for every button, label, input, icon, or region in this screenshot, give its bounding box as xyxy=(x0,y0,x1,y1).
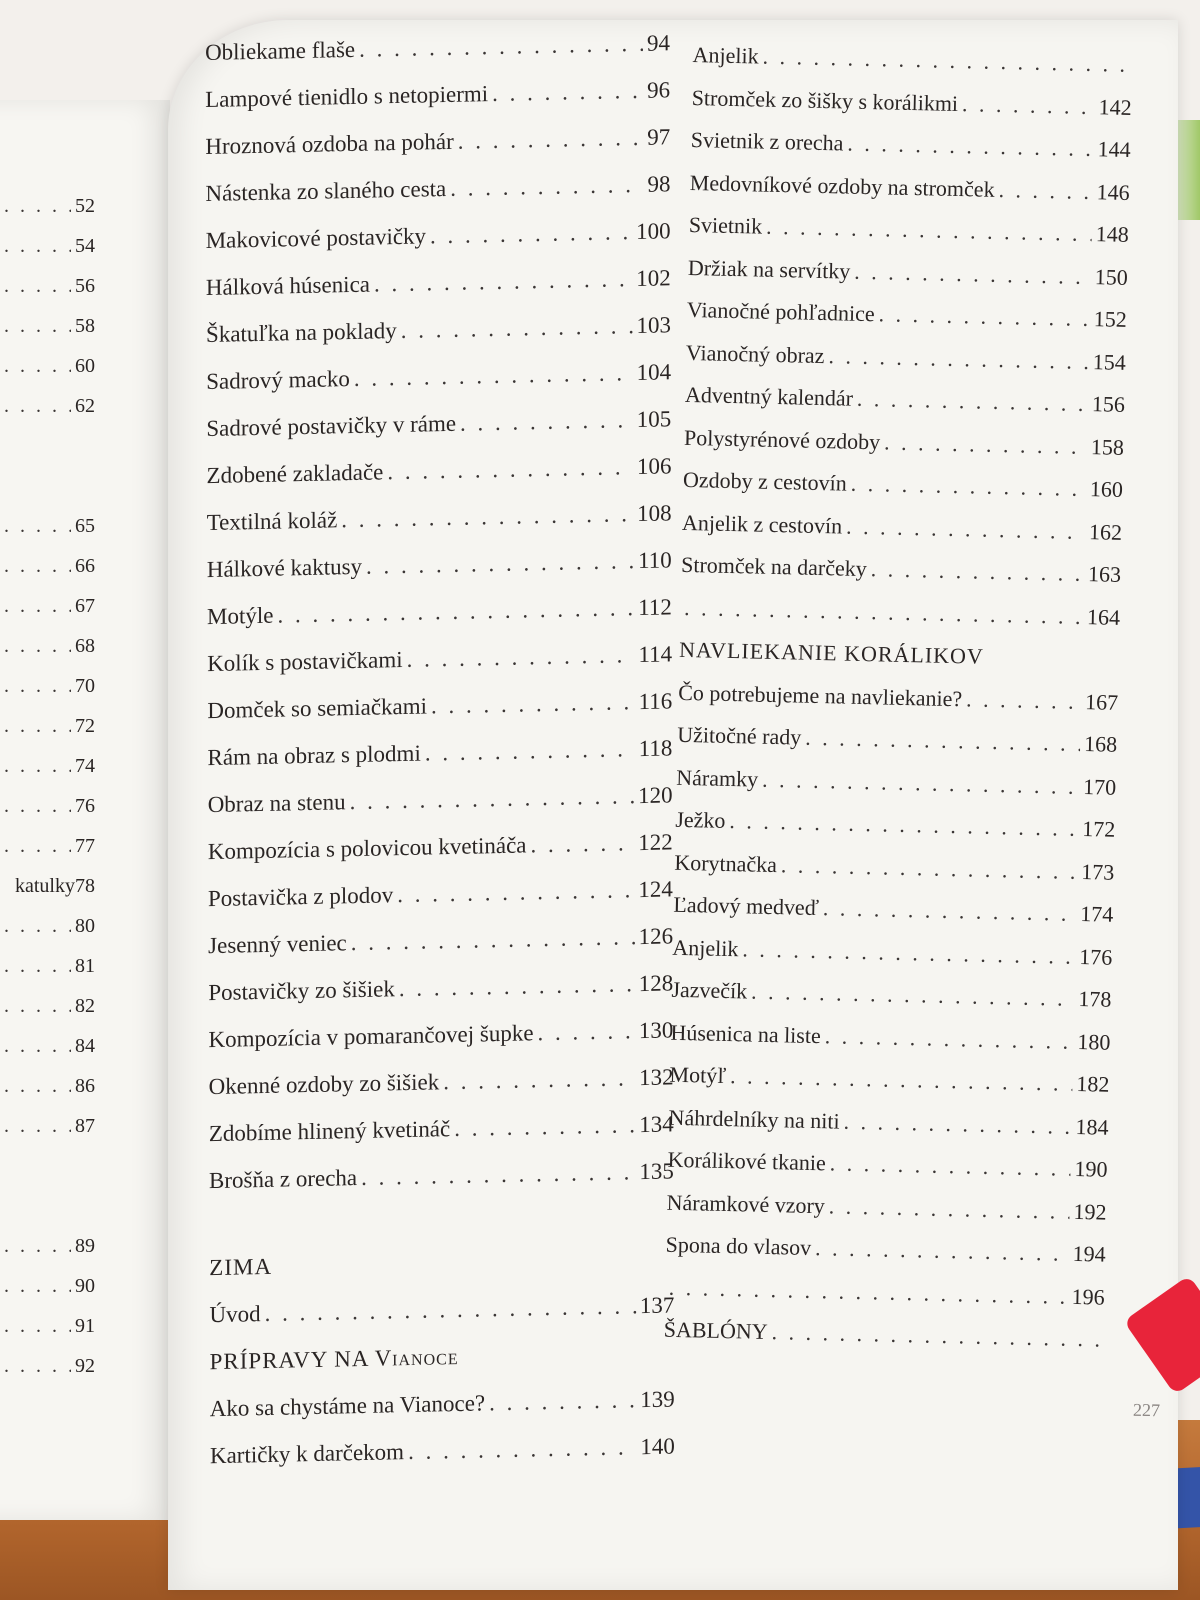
toc-entry-page: 135 xyxy=(639,1158,674,1185)
toc-entry xyxy=(0,1115,95,1155)
toc-entry-page: 90 xyxy=(75,1275,95,1297)
dot-leader xyxy=(4,1355,71,1378)
toc-entry-page: 82 xyxy=(75,995,95,1017)
toc-entry xyxy=(0,1035,95,1075)
toc-entry-title: Obraz na stenu xyxy=(207,789,346,818)
toc-entry-title: Škatuľka na poklady xyxy=(205,318,397,348)
spacer xyxy=(0,1195,95,1235)
dot-leader xyxy=(824,1023,1073,1055)
dot-leader xyxy=(387,454,633,485)
toc-entry xyxy=(0,315,95,355)
dot-leader xyxy=(4,795,71,818)
toc-entry-page: 194 xyxy=(1072,1240,1106,1267)
toc-entry-title: Postavička z plodov xyxy=(207,882,394,912)
toc-entry-title: Hroznová ozdoba na pohár xyxy=(205,128,454,160)
toc-entry-title: Textilná koláž xyxy=(206,507,338,536)
toc-entry-page: 58 xyxy=(75,315,95,337)
toc-entry-title: Zdobené zakladače xyxy=(206,459,384,489)
dot-leader xyxy=(4,235,71,258)
toc-entry-title: Anjelik xyxy=(692,42,759,69)
toc-entry-page: 108 xyxy=(637,500,672,527)
toc-entry-page: 134 xyxy=(639,1111,674,1138)
section-heading: ZIMA xyxy=(209,1253,273,1281)
toc-entry-title: Rám na obraz s plodmi xyxy=(207,740,421,771)
toc-entry-title: Domček so semiačkami xyxy=(207,693,428,724)
toc-entry-title: Kartičky k darčekom xyxy=(209,1439,405,1469)
toc-entry xyxy=(0,995,95,1035)
dot-leader xyxy=(354,360,633,392)
toc-entry-page: 84 xyxy=(75,1035,95,1057)
toc-entry xyxy=(0,635,95,675)
dot-leader xyxy=(401,313,633,344)
dot-leader xyxy=(351,924,635,956)
toc-entry xyxy=(0,875,95,915)
dot-leader xyxy=(847,131,1094,163)
toc-entry-page: 60 xyxy=(75,355,95,377)
toc-entry-page: 130 xyxy=(638,1017,674,1044)
toc-entry xyxy=(0,1235,95,1275)
middle-toc-column xyxy=(205,30,675,1490)
toc-entry-title: Nástenka zo slaného cesta xyxy=(205,175,447,207)
toc-entry-title: Ľadový medveď xyxy=(673,891,820,921)
toc-entry-title: Vianočný obraz xyxy=(685,339,825,368)
dot-leader xyxy=(407,642,635,673)
toc-entry-page: 76 xyxy=(75,795,95,817)
dot-leader xyxy=(450,172,643,202)
toc-entry-page: 182 xyxy=(1076,1070,1110,1097)
toc-entry-title: Jesenný veniec xyxy=(208,930,347,959)
toc-entry-title: Kompozícia v pomarančovej šupke xyxy=(208,1020,534,1053)
dot-leader xyxy=(4,1315,71,1338)
dot-leader xyxy=(530,830,634,858)
toc-entry-page: 128 xyxy=(638,970,674,997)
toc-entry-page: 86 xyxy=(75,1075,95,1097)
toc-entry-page: 167 xyxy=(1084,688,1119,715)
dot-leader xyxy=(4,635,71,658)
toc-entry-page: 68 xyxy=(75,635,95,657)
toc-entry-title: Húsenica na liste xyxy=(670,1019,822,1048)
dot-leader xyxy=(366,548,634,580)
toc-entry-page: 142 xyxy=(1098,93,1132,120)
toc-entry-title: Stromček zo šišky s korálikmi xyxy=(691,84,959,116)
dot-leader xyxy=(962,91,1095,120)
toc-entry-page: 62 xyxy=(75,395,95,417)
toc-entry-title: Motýle xyxy=(206,602,274,630)
toc-entry-page: 122 xyxy=(638,829,673,856)
toc-entry-page: 65 xyxy=(75,515,95,537)
dot-leader xyxy=(850,471,1086,502)
toc-entry-page: 66 xyxy=(75,555,95,577)
dot-leader xyxy=(823,895,1077,927)
toc-entry-page: 98 xyxy=(647,171,671,197)
toc-entry-page: 144 xyxy=(1097,136,1131,162)
toc-entry-title: Sadrové postavičky v ráme xyxy=(206,410,457,442)
dot-leader xyxy=(430,219,632,249)
toc-entry-title: Adventný kalendár xyxy=(684,381,854,411)
toc-entry xyxy=(0,755,95,795)
toc-entry-title: Ozdoby z cestovín xyxy=(682,466,848,496)
toc-entry-page: 105 xyxy=(636,406,672,433)
dot-leader xyxy=(4,1035,71,1058)
toc-entry-page: 178 xyxy=(1078,985,1112,1012)
dot-leader xyxy=(425,736,635,766)
dot-leader xyxy=(815,1235,1069,1267)
dot-leader xyxy=(4,1075,71,1098)
dot-leader xyxy=(857,386,1089,417)
toc-entry-page: 97 xyxy=(647,124,671,150)
toc-entry-title: katulky xyxy=(15,875,75,897)
toc-entry-page: 196 xyxy=(1071,1283,1105,1310)
toc-entry xyxy=(0,595,95,635)
toc-entry xyxy=(0,915,95,955)
toc-entry-title: Anjelik xyxy=(672,934,739,961)
toc-entry xyxy=(0,795,95,835)
toc-entry-title: Svietnik xyxy=(688,211,763,239)
spacer xyxy=(0,435,95,475)
toc-entry-title: Vianočné pohľadnice xyxy=(686,296,875,327)
toc-entry-page: 103 xyxy=(636,312,671,339)
toc-entry-page: 56 xyxy=(75,275,95,297)
dot-leader xyxy=(830,1150,1071,1181)
toc-entry-page: 174 xyxy=(1080,901,1114,927)
dot-leader xyxy=(829,1193,1070,1224)
toc-entry-page: 180 xyxy=(1077,1028,1111,1055)
toc-entry-title: Ježko xyxy=(675,806,726,833)
toc-entry-title: Korytnačka xyxy=(674,849,778,877)
toc-entry-page: 80 xyxy=(75,915,95,937)
spacer xyxy=(0,1155,95,1195)
toc-entry xyxy=(0,1075,95,1115)
toc-entry-title: Úvod xyxy=(209,1301,261,1328)
toc-entry xyxy=(0,1315,95,1355)
toc-entry-page: 176 xyxy=(1079,943,1113,970)
toc-entry-page: 152 xyxy=(1093,306,1128,332)
toc-entry-page: 96 xyxy=(647,77,671,103)
toc-entry xyxy=(0,555,95,595)
toc-entry-title: Spona do vlasov xyxy=(665,1231,812,1260)
toc-entry-page: 116 xyxy=(638,688,673,715)
dot-leader xyxy=(4,395,71,418)
toc-entry-page: 67 xyxy=(75,595,95,617)
toc-entry xyxy=(0,195,95,235)
toc-entry-title: Makovicové postavičky xyxy=(205,223,427,254)
toc-entry-page: 114 xyxy=(638,641,673,668)
dot-leader xyxy=(443,1065,635,1095)
toc-entry-page: 102 xyxy=(636,265,671,292)
toc-entry-page: 163 xyxy=(1087,561,1122,587)
dot-leader xyxy=(805,725,1081,757)
toc-entry-title: Hálková húsenica xyxy=(205,271,371,301)
toc-entry-page: 139 xyxy=(640,1386,675,1413)
dot-leader xyxy=(4,355,71,378)
toc-entry-page: 94 xyxy=(646,30,670,56)
dot-leader xyxy=(854,258,1091,289)
toc-entry-title: Náhrdelníky na niti xyxy=(668,1104,840,1134)
dot-leader xyxy=(431,689,635,719)
toc-entry-page: 81 xyxy=(75,955,95,977)
dot-leader xyxy=(781,852,1078,885)
toc-entry-page: 172 xyxy=(1081,816,1116,842)
toc-entry-page: 104 xyxy=(636,359,672,386)
toc-entry-title: Motýľ xyxy=(669,1061,727,1089)
toc-entry xyxy=(0,1275,95,1315)
toc-entry-page: 70 xyxy=(75,675,95,697)
toc-entry xyxy=(0,355,95,395)
toc-entry-title: Korálikové tkanie xyxy=(667,1146,827,1176)
dot-leader xyxy=(537,1018,634,1046)
dot-leader xyxy=(359,31,643,63)
dot-leader xyxy=(408,1434,636,1465)
dot-leader xyxy=(998,176,1093,204)
toc-entry-title: Kompozícia s polovicou kvetináča xyxy=(207,832,527,865)
toc-entry xyxy=(0,395,95,435)
dot-leader xyxy=(489,1387,636,1416)
toc-entry-page: 190 xyxy=(1074,1155,1108,1182)
dot-leader xyxy=(397,877,634,908)
toc-entry-page: 132 xyxy=(639,1064,674,1091)
toc-entry-title: Kolík s postavičkami xyxy=(207,646,403,677)
dot-leader xyxy=(460,407,633,437)
dot-leader xyxy=(4,1115,71,1138)
toc-entry-title: Držiak na servítky xyxy=(687,254,851,284)
toc-entry xyxy=(0,1355,95,1395)
toc-entry-page: 74 xyxy=(75,755,95,777)
toc-entry-page: 150 xyxy=(1094,263,1129,290)
toc-entry xyxy=(0,275,95,315)
toc-entry-title: Užitočné rady xyxy=(677,721,802,750)
toc-entry xyxy=(0,675,95,715)
dot-leader xyxy=(4,515,71,538)
spacer xyxy=(0,475,95,515)
section-heading: PRÍPRAVY NA Vianoce xyxy=(209,1343,459,1375)
dot-leader xyxy=(4,1235,71,1258)
toc-entry-title: Ako sa chystáme na Vianoce? xyxy=(209,1390,486,1422)
toc-entry-page: 87 xyxy=(75,1115,95,1137)
toc-entry-page: 148 xyxy=(1095,221,1130,247)
toc-entry-page: 77 xyxy=(75,835,95,857)
right-toc-column xyxy=(663,42,1133,1369)
toc-entry-page: 54 xyxy=(75,235,95,257)
toc-entry-page: 118 xyxy=(638,735,673,762)
toc-entry-page: 106 xyxy=(636,453,672,480)
dot-leader xyxy=(4,715,71,738)
toc-entry-title: Obliekame flaše xyxy=(205,36,356,66)
dot-leader xyxy=(966,686,1081,715)
toc-entry-page: 126 xyxy=(638,923,674,950)
dot-leader xyxy=(341,501,633,533)
toc-entry-title: Svietnik z orecha xyxy=(690,126,844,156)
dot-leader xyxy=(884,429,1087,460)
left-page-toc xyxy=(0,195,95,1395)
dot-leader xyxy=(4,675,71,698)
dot-leader xyxy=(828,343,1089,375)
toc-entry-title: Náramky xyxy=(676,764,759,792)
toc-entry-page: 72 xyxy=(75,715,95,737)
toc-entry-title: Anjelik z cestovín xyxy=(681,509,843,539)
toc-entry-page: 78 xyxy=(75,875,95,897)
toc-entry-title: Stromček na darčeky xyxy=(680,551,868,582)
toc-entry-page: 91 xyxy=(75,1315,95,1337)
dot-leader xyxy=(4,995,71,1018)
toc-entry-title: Jazvečík xyxy=(671,976,748,1004)
toc-entry-title: Čo potrebujeme na navliekanie? xyxy=(677,679,963,711)
toc-entry xyxy=(0,515,95,555)
toc-entry-title: Náramkové vzory xyxy=(666,1189,826,1218)
section-heading: NAVLIEKANIE KORÁLIKOV xyxy=(678,636,985,669)
dot-leader xyxy=(4,275,71,298)
toc-entry-title: Zdobíme hlinený kvetináč xyxy=(208,1116,451,1147)
dot-leader xyxy=(4,915,71,938)
toc-entry-page: 156 xyxy=(1091,391,1126,417)
toc-entry-page: 173 xyxy=(1081,858,1115,885)
dot-leader xyxy=(878,301,1090,332)
dot-leader xyxy=(4,315,71,338)
toc-entry-title: Polystyrénové ozdoby xyxy=(683,424,881,454)
toc-entry-page: 89 xyxy=(75,1235,95,1257)
toc-entry-page: 137 xyxy=(639,1292,675,1319)
dot-leader xyxy=(870,556,1084,587)
toc-entry-page: 110 xyxy=(638,547,672,574)
toc-entry-title: Sadrový macko xyxy=(206,366,350,395)
toc-entry xyxy=(210,1433,675,1490)
toc-entry xyxy=(0,235,95,275)
dot-leader xyxy=(454,1112,635,1142)
dot-leader xyxy=(4,595,71,618)
dot-leader xyxy=(4,755,71,778)
toc-entry-title: ŠABLÓNY xyxy=(663,1316,768,1345)
toc-entry-page: 92 xyxy=(75,1355,95,1377)
toc-entry-page: 140 xyxy=(640,1433,675,1460)
dot-leader xyxy=(4,955,71,978)
dot-leader xyxy=(4,1275,71,1298)
toc-entry-title: Hálkové kaktusy xyxy=(206,553,363,583)
toc-entry-title: Lampové tienidlo s netopiermi xyxy=(205,81,489,113)
dot-leader xyxy=(846,513,1085,544)
toc-entry-title: Postavičky zo šišiek xyxy=(208,976,395,1006)
page-number: 227 xyxy=(1132,1399,1161,1421)
dot-leader xyxy=(4,195,71,218)
toc-entry-page: 162 xyxy=(1088,518,1123,545)
dot-leader xyxy=(399,971,635,1002)
toc-entry-page: 160 xyxy=(1089,476,1124,502)
toc-entry-page: 158 xyxy=(1090,433,1125,460)
toc-entry xyxy=(0,835,95,875)
toc-entry-page: 168 xyxy=(1083,731,1118,757)
toc-entry-page: 170 xyxy=(1082,773,1117,800)
toc-entry xyxy=(0,955,95,995)
dot-leader xyxy=(492,78,643,107)
toc-entry-page: 100 xyxy=(636,218,671,245)
dot-leader xyxy=(374,266,632,297)
dot-leader xyxy=(4,555,71,578)
toc-entry-page: 154 xyxy=(1092,348,1127,375)
toc-entry-page: 164 xyxy=(1086,603,1121,630)
toc-entry-title: Okenné ozdoby zo šišiek xyxy=(208,1069,440,1100)
toc-entry-page: 52 xyxy=(75,195,95,217)
dot-leader xyxy=(4,835,71,858)
toc-entry-page: 120 xyxy=(638,782,673,809)
toc-entry-page: 146 xyxy=(1096,178,1130,205)
dot-leader xyxy=(843,1108,1071,1139)
toc-entry-page: 112 xyxy=(638,594,672,621)
toc-entry-title: Medovníkové ozdoby na stromček xyxy=(689,169,995,202)
toc-entry-page: 184 xyxy=(1075,1113,1109,1140)
dot-leader xyxy=(458,125,644,155)
toc-entry-title: Brošňa z orecha xyxy=(208,1165,358,1194)
dot-leader xyxy=(361,1159,635,1191)
dot-leader xyxy=(350,783,635,815)
toc-entry xyxy=(0,715,95,755)
toc-entry-page: 192 xyxy=(1073,1198,1107,1225)
toc-entry-page: 124 xyxy=(638,876,673,903)
